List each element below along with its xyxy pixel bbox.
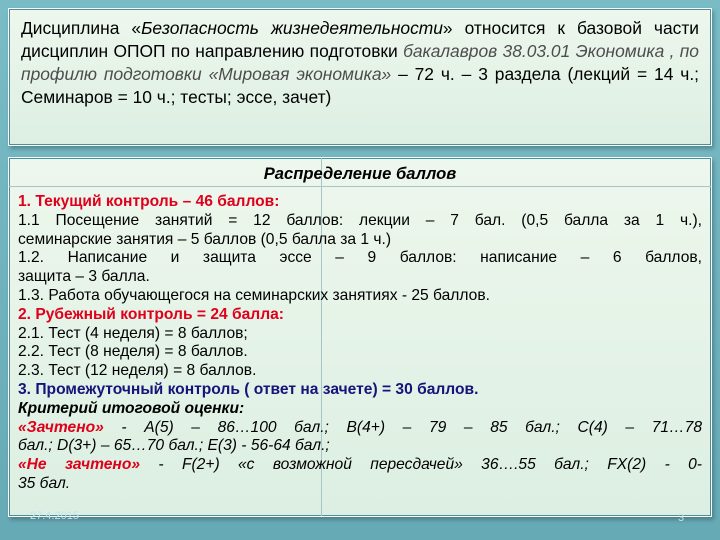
footer-date: 27.4.2015	[30, 510, 79, 522]
passed-grades-line	[18, 419, 702, 438]
failed-label: «Не зачтено»	[18, 456, 141, 474]
failed-grades-line	[18, 456, 702, 475]
list-line: 35 бал.	[18, 474, 71, 492]
text-part: – 72 ч. – 3 раздела (лекций = 14 ч.; Семинаров = 10 ч.; тесты; эссе, зачет)	[21, 64, 699, 107]
list-line: 1.3. Работа обучающегося на семинарских занятиях - 25 баллов.	[18, 286, 490, 304]
discipline-name: Безопасность жизнедеятельности	[141, 18, 443, 38]
grading-criteria-heading: Критерий итоговой оценки:	[18, 399, 245, 417]
text-part: » относится к базовой части дисциплин ОПОП по направлению подготовки	[21, 18, 700, 61]
course-info-panel	[8, 8, 712, 146]
list-line: 2.3. Тест (12 неделя) = 8 баллов.	[18, 362, 257, 380]
list-line: - A(5) – 86…100 бал.; B(4+) – 79 – 85 бал.; C(4) – 71…78	[103, 418, 702, 436]
list-line: - F(2+) «с возможной пересдачей» 36….55 бал.; FX(2) - 0-	[140, 456, 702, 474]
list-line: 2.1. Тест (4 неделя) = 8 баллов;	[18, 324, 248, 342]
passed-label: «Зачтено»	[18, 418, 104, 436]
interim-control-heading: 3. Промежуточный контроль ( ответ на зачете) = 30 баллов.	[18, 380, 479, 398]
list-line: 1.1 Посещение занятий = 12 баллов: лекции – 7 бал. (0,5 балла за 1 ч.),	[18, 211, 702, 229]
list-line: защита – 3 балла.	[18, 268, 150, 286]
program-name: бакалавров 38.03.01 Экономика , по профилю подготовки «Мировая экономика»	[21, 41, 699, 84]
distribution-list	[18, 193, 702, 494]
list-line: 1.2. Написание и защита эссе – 9 баллов: написание – 6 баллов,	[18, 249, 702, 267]
points-distribution-panel	[8, 157, 712, 517]
milestone-control-heading: 2. Рубежный контроль = 24 балла:	[18, 305, 284, 323]
list-line: 2.2. Тест (8 неделя) = 8 баллов.	[18, 343, 248, 361]
text-part: Дисциплина «	[21, 18, 142, 38]
distribution-title: Распределение баллов	[263, 164, 457, 183]
course-info-text	[21, 17, 699, 109]
page-number: 3	[678, 512, 685, 524]
current-control-heading: 1. Текущий контроль – 46 баллов:	[18, 193, 280, 210]
list-line: бал.; D(3+) – 65…70 бал.; E(3) - 56-64 бал.;	[18, 437, 330, 455]
list-line: семинарские занятия – 5 баллов (0,5 балла за 1 ч.)	[18, 230, 392, 248]
